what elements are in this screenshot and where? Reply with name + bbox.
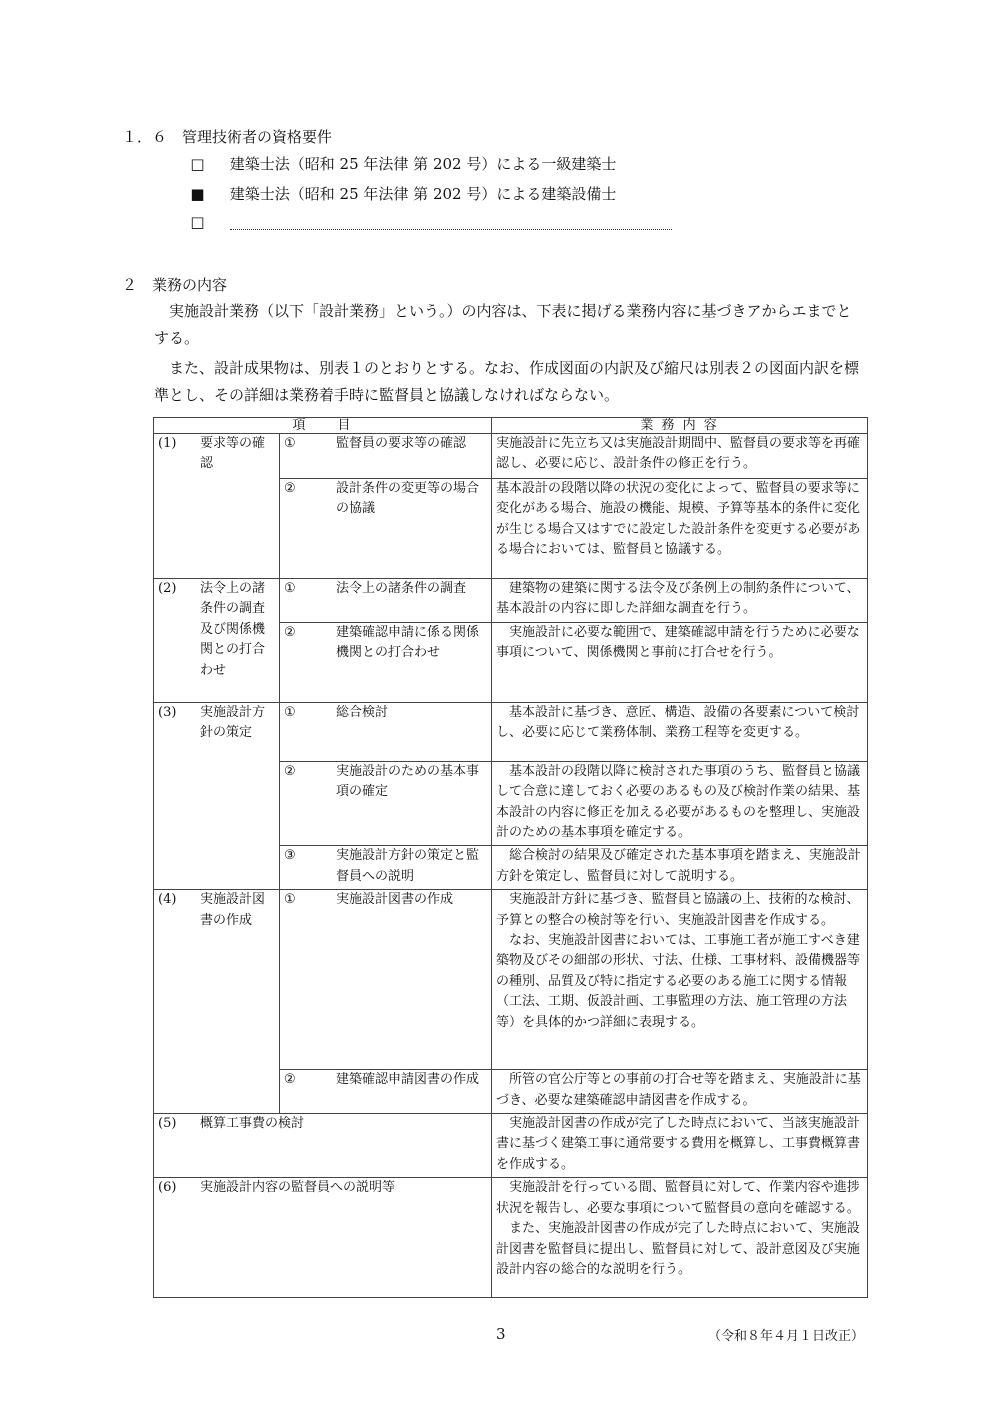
- subitem-number: ①: [284, 704, 296, 720]
- table-row: [154, 890, 868, 1070]
- content-text-supplement: また、実施設計図書の作成が完了した時点において、実施設計図書を監督員に提出し、監督員に対して、設計意図及び実施設計内容の総合的な説明を行う。: [496, 1221, 860, 1277]
- content-text: 実施設計図書の作成が完了した時点において、当該実施設計書に基づく建築工事に通常要する費用を概算し、工事費概算書を作成する。: [496, 1116, 861, 1172]
- page-number: 3: [496, 1325, 506, 1343]
- work-content-table: [153, 417, 868, 1298]
- category-cell: [154, 1178, 492, 1298]
- subitem-number: ②: [284, 1072, 296, 1088]
- subitem-number: ②: [284, 763, 296, 779]
- category-cell: [154, 1114, 492, 1178]
- content-cell: [492, 1070, 868, 1114]
- section-heading-1-6: １．６ 管理技術者の資格要件: [122, 128, 333, 146]
- category-cell: [154, 579, 280, 703]
- subitem-title: 総合検討: [336, 704, 389, 720]
- subitem-title: 建築確認申請図書の作成: [336, 1072, 480, 1088]
- subitem-title: 実施設計のための基本事項の確定: [336, 763, 480, 800]
- qualification-label: 建築士法（昭和 25 年法律 第 202 号）による建築設備士: [229, 185, 617, 203]
- subitem-title: 建築確認申請に係る関係機関との打合わせ: [336, 624, 480, 661]
- blank-dotted-line: [230, 217, 672, 230]
- subitem-number: ①: [284, 436, 296, 451]
- qualification-label: 建築士法（昭和 25 年法律 第 202 号）による一級建築士: [229, 155, 617, 173]
- content-cell: [492, 434, 868, 479]
- section-heading-2: ２ 業務の内容: [122, 276, 228, 294]
- content-cell: [492, 579, 868, 623]
- qualification-option-3: [190, 213, 672, 231]
- category-title: 概算工事費の検討: [200, 1116, 305, 1132]
- category-number: (4): [158, 892, 177, 908]
- subitem-cell: [280, 1070, 492, 1114]
- table-row: [154, 434, 868, 479]
- content-text: 実施設計方針に基づき、監督員と協議の上、技術的な検討、予算との整合の検討等を行い、実施設計図書を作成する。: [496, 892, 860, 928]
- category-number: (1): [158, 436, 177, 451]
- content-text: 所管の官公庁等との事前の打合せ等を踏まえ、実施設計に基づき、必要な建築確認申請図書を作成する。: [496, 1072, 861, 1108]
- header-content: 業 務 内 容: [492, 418, 868, 434]
- category-title: 法令上の諸条件の調査及び関係機関との打合わせ: [200, 581, 266, 678]
- content-cell: [492, 761, 868, 846]
- subitem-title: 法令上の諸条件の調査: [336, 581, 467, 596]
- checkbox-empty-icon: □: [190, 213, 205, 231]
- subitem-number: ①: [284, 892, 296, 908]
- content-text: 実施設計を行っている間、監督員に対して、作業内容や進捗状況を報告し、必要な事項について監督員の意向を確認する。: [496, 1180, 860, 1216]
- content-cell: [492, 1114, 868, 1178]
- subitem-cell: [280, 702, 492, 761]
- table-row: [154, 1114, 868, 1178]
- content-cell: [492, 846, 868, 890]
- table-header-row: [154, 418, 868, 434]
- section-2-paragraph-1: 実施設計業務（以下「設計業務」という。）の内容は、下表に掲げる業務内容に基づきアからエまでとする。: [154, 302, 852, 347]
- content-text: 基本設計の段階以降に検討された事項のうち、監督員と協議して合意に達しておく必要のあるもの及び検討作業の結果、基本設計の内容に修正を加える必要があるものを整理し、実施設計のための基本事項を確定する。: [496, 763, 861, 841]
- category-cell: [154, 434, 280, 579]
- subitem-title: 設計条件の変更等の場合の協議: [336, 481, 480, 517]
- category-number: (2): [158, 581, 177, 596]
- qualification-option-2: [190, 183, 616, 204]
- subitem-cell: [280, 434, 492, 479]
- subitem-title: 実施設計図書の作成: [336, 892, 454, 908]
- revision-note: （令和８年４月１日改正）: [708, 1329, 865, 1344]
- content-text: 実施設計に先立ち又は実施設計期間中、監督員の要求等を再確認し、必要に応じ、設計条件の修正を行う。: [496, 436, 861, 472]
- header-item: 項 目: [154, 418, 492, 434]
- subitem-title: 監督員の要求等の確認: [336, 436, 467, 451]
- content-text-supplement: なお、実施設計図書においては、工事施工者が施工すべき建築物及びその細部の形状、寸法、仕様、工事材料、設備機器等の種別、品質及び特に指定する必要のある施工に関する情報（工法、工期、仮設計画、工事監理の方法、施工管理の方法等）を具体的かつ詳細に表現する。: [496, 933, 861, 1030]
- category-number: (3): [158, 704, 177, 720]
- category-title: 実施設計内容の監督員への説明等: [200, 1180, 396, 1196]
- content-text: 建築物の建築に関する法令及び条例上の制約条件について、基本設計の内容に即した詳細な調査を行う。: [496, 581, 860, 617]
- content-cell: [492, 890, 868, 1070]
- content-text: 基本設計に基づき、意匠、構造、設備の各要素について検討し、必要に応じて業務体制、業務工程等を変更する。: [496, 704, 860, 741]
- category-number: (5): [158, 1116, 177, 1132]
- content-text: 実施設計に必要な範囲で、建築確認申請を行うために必要な事項について、関係機関と事前に打合せを行う。: [496, 624, 860, 661]
- subitem-number: ②: [284, 481, 296, 496]
- table-row: [154, 1178, 868, 1298]
- content-text: 基本設計の段階以降の状況の変化によって、監督員の要求等に変化がある場合、施設の機能、規模、予算等基本的条件に変化が生じる場合又はすでに設定した設計条件を変更する必要がある場合においては、監督員と協議する。: [496, 481, 861, 558]
- content-cell: [492, 479, 868, 579]
- content-cell: [492, 622, 868, 702]
- subitem-number: ②: [284, 624, 296, 640]
- subitem-cell: [280, 890, 492, 1070]
- content-cell: [492, 1178, 868, 1298]
- table-row: [154, 702, 868, 761]
- subitem-cell: [280, 622, 492, 702]
- category-title: 実施設計図書の作成: [200, 892, 266, 928]
- subitem-title: 実施設計方針の策定と監督員への説明: [336, 848, 480, 884]
- qualification-option-1: [190, 153, 616, 174]
- category-cell: [154, 702, 280, 889]
- subitem-cell: [280, 579, 492, 623]
- checkbox-empty-icon: □: [190, 155, 205, 173]
- subitem-cell: [280, 761, 492, 846]
- category-title: 要求等の確認: [200, 436, 266, 472]
- table-row: [154, 579, 868, 623]
- subitem-number: ③: [284, 848, 296, 864]
- category-title: 実施設計方針の策定: [200, 704, 266, 741]
- subitem-cell: [280, 479, 492, 579]
- content-text: 総合検討の結果及び確定された基本事項を踏まえ、実施設計方針を策定し、監督員に対して説明する。: [496, 848, 861, 884]
- section-2-paragraph-2: また、設計成果物は、別表１のとおりとする。なお、作成図面の内訳及び縮尺は別表２の図面内訳を標準とし、その詳細は業務着手時に監督員と協議しなければならない。: [154, 359, 860, 404]
- category-cell: [154, 890, 280, 1114]
- content-cell: [492, 702, 868, 761]
- checkbox-filled-icon: ■: [190, 185, 205, 203]
- subitem-number: ①: [284, 581, 296, 596]
- category-number: (6): [158, 1180, 177, 1196]
- subitem-cell: [280, 846, 492, 890]
